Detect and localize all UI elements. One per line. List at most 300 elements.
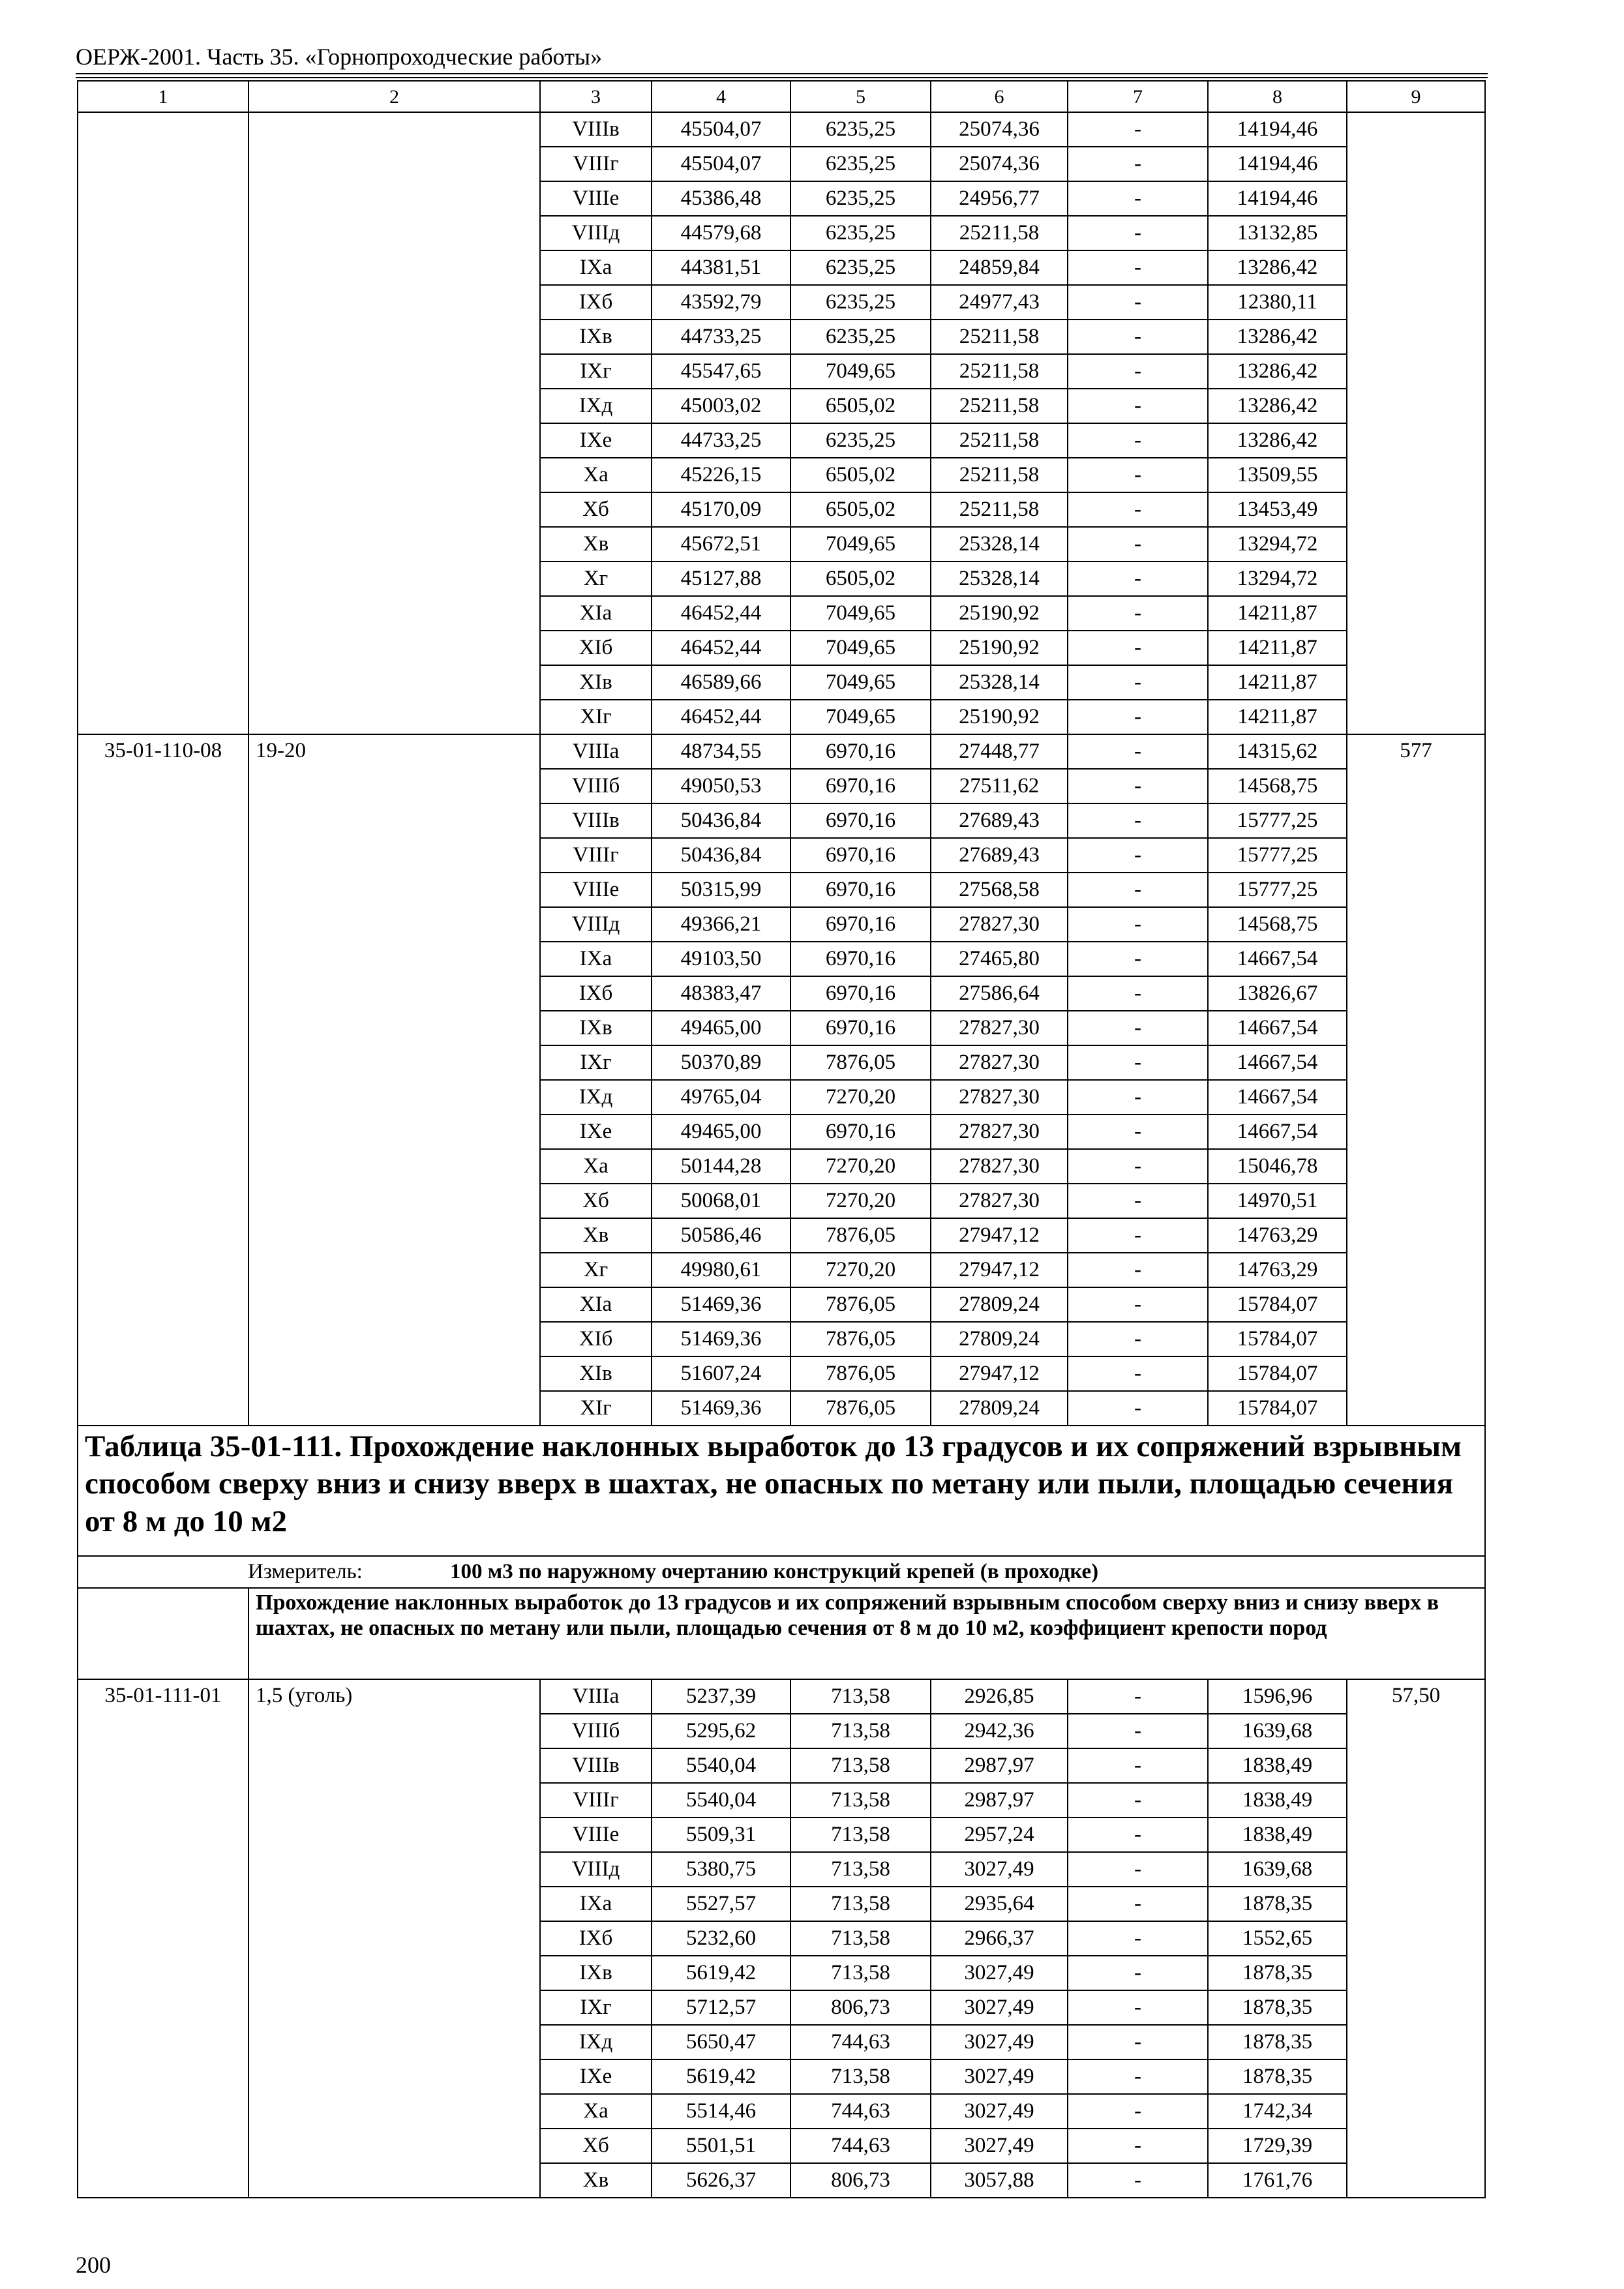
table-cell: XIв	[540, 665, 652, 700]
table-cell: -	[1068, 527, 1208, 561]
table-cell: 5619,42	[652, 1956, 790, 1990]
table-cell: 25328,14	[931, 527, 1068, 561]
table-cell: 27689,43	[931, 803, 1068, 838]
table-cell: 1639,68	[1208, 1852, 1347, 1887]
table-cell: 25211,58	[931, 216, 1068, 250]
table-cell: -	[1068, 354, 1208, 389]
table-cell: 713,58	[790, 1956, 931, 1990]
table-body-upper	[78, 81, 1485, 1426]
table-cell: 5540,04	[652, 1783, 790, 1818]
table-cell: 24956,77	[931, 181, 1068, 216]
table-cell: 6235,25	[790, 181, 931, 216]
table-cell: 14667,54	[1208, 1011, 1347, 1045]
column-number: 3	[540, 81, 652, 112]
table-cell: -	[1068, 1748, 1208, 1783]
table-cell: 1742,34	[1208, 2094, 1347, 2129]
table-cell: 14970,51	[1208, 1184, 1347, 1218]
code-cell: 35-01-110-08	[78, 734, 248, 1426]
table-cell: 50144,28	[652, 1149, 790, 1184]
table-cell: -	[1068, 1356, 1208, 1391]
table-cell: 46589,66	[652, 665, 790, 700]
unit-value: 100 м3 по наружному очертанию конструкций крепей (в проходке)	[450, 1560, 1099, 1584]
table-cell: -	[1068, 285, 1208, 320]
table-cell: IXв	[540, 1956, 652, 1990]
table-cell: 5619,42	[652, 2059, 790, 2094]
table-cell: 25211,58	[931, 320, 1068, 354]
table-cell: Xг	[540, 1253, 652, 1287]
table-cell: 45226,15	[652, 458, 790, 492]
table-cell: 24977,43	[931, 285, 1068, 320]
table-cell: 7270,20	[790, 1080, 931, 1115]
table-cell: 13286,42	[1208, 389, 1347, 423]
empty-cell	[78, 1588, 248, 1679]
table-cell: -	[1068, 942, 1208, 976]
table-cell: 3027,49	[931, 2025, 1068, 2059]
header-rule	[76, 73, 1488, 74]
table-cell: 7876,05	[790, 1287, 931, 1322]
table-cell: 45547,65	[652, 354, 790, 389]
table-cell: 27511,62	[931, 769, 1068, 803]
column-number: 8	[1208, 81, 1347, 112]
table-cell: 5509,31	[652, 1818, 790, 1852]
table-cell: 14667,54	[1208, 942, 1347, 976]
table-cell: -	[1068, 216, 1208, 250]
table-cell: -	[1068, 250, 1208, 285]
table-cell: 44733,25	[652, 320, 790, 354]
table-cell: 25211,58	[931, 423, 1068, 458]
table-cell: -	[1068, 596, 1208, 631]
table-cell: 46452,44	[652, 596, 790, 631]
table-cell: 6970,16	[790, 1115, 931, 1149]
table-cell: 1729,39	[1208, 2129, 1347, 2163]
table-cell: 3027,49	[931, 1956, 1068, 1990]
table-cell: -	[1068, 907, 1208, 942]
table-cell: 27827,30	[931, 1115, 1068, 1149]
table-cell: 14211,87	[1208, 596, 1347, 631]
table-cell: 6970,16	[790, 873, 931, 907]
table-cell: 713,58	[790, 1783, 931, 1818]
table-cell: 27827,30	[931, 1184, 1068, 1218]
table-cell: 50315,99	[652, 873, 790, 907]
table-cell: Xв	[540, 2163, 652, 2198]
table-cell: 2987,97	[931, 1783, 1068, 1818]
table-cell: 713,58	[790, 1921, 931, 1956]
column-number: 6	[931, 81, 1068, 112]
table-cell: 49050,53	[652, 769, 790, 803]
table-cell: 51469,36	[652, 1322, 790, 1356]
table-cell: -	[1068, 665, 1208, 700]
table-cell: 6235,25	[790, 423, 931, 458]
table-cell: 45672,51	[652, 527, 790, 561]
table-cell: 2926,85	[931, 1679, 1068, 1714]
table-cell: IXв	[540, 320, 652, 354]
table-cell: 14667,54	[1208, 1115, 1347, 1149]
unit-row	[78, 1556, 1485, 1588]
table-cell: 5650,47	[652, 2025, 790, 2059]
table-cell: 6970,16	[790, 907, 931, 942]
header-rule-secondary	[76, 77, 1488, 78]
table-cell: 7049,65	[790, 596, 931, 631]
table-cell: 5380,75	[652, 1852, 790, 1887]
table-cell: 25074,36	[931, 147, 1068, 181]
table-cell: 44733,25	[652, 423, 790, 458]
table-cell: IXе	[540, 1115, 652, 1149]
table-cell: -	[1068, 734, 1208, 769]
table-cell: 7270,20	[790, 1149, 931, 1184]
table-cell: 49465,00	[652, 1115, 790, 1149]
table-cell: 49465,00	[652, 1011, 790, 1045]
table-cell: 13286,42	[1208, 423, 1347, 458]
rates-table	[77, 80, 1486, 2198]
table-cell: -	[1068, 2059, 1208, 2094]
table-cell: IXб	[540, 1921, 652, 1956]
page-header: ОЕРЖ-2001. Часть 35. «Горнопроходческие работы»	[76, 44, 603, 70]
section-description-row	[78, 1588, 1485, 1679]
table-cell: 744,63	[790, 2094, 931, 2129]
table-cell: VIIIе	[540, 181, 652, 216]
table-cell: 6235,25	[790, 250, 931, 285]
table-cell: -	[1068, 838, 1208, 873]
table-cell: -	[1068, 1115, 1208, 1149]
table-cell: 50370,89	[652, 1045, 790, 1080]
desc-cell: 19-20	[248, 734, 540, 1426]
table-cell: 7876,05	[790, 1218, 931, 1253]
table-cell: 14211,87	[1208, 700, 1347, 734]
table-cell: 51607,24	[652, 1356, 790, 1391]
table-cell: 13286,42	[1208, 250, 1347, 285]
table-cell: VIIIг	[540, 147, 652, 181]
table-cell: 1761,76	[1208, 2163, 1347, 2198]
table-cell: 6505,02	[790, 389, 931, 423]
table-cell: 45504,07	[652, 147, 790, 181]
table-cell: XIг	[540, 700, 652, 734]
table-cell: VIIIв	[540, 112, 652, 147]
table-cell: 50436,84	[652, 803, 790, 838]
table-cell: -	[1068, 1852, 1208, 1887]
table-cell: -	[1068, 1253, 1208, 1287]
table-cell: 7876,05	[790, 1356, 931, 1391]
table-cell: 7270,20	[790, 1253, 931, 1287]
table-cell: -	[1068, 1714, 1208, 1748]
table-cell: 806,73	[790, 1990, 931, 2025]
table-caption-row	[78, 1426, 1485, 1556]
table-cell: 14568,75	[1208, 769, 1347, 803]
table-cell: IXб	[540, 285, 652, 320]
table-cell: Xв	[540, 1218, 652, 1253]
table-cell: 27827,30	[931, 1080, 1068, 1115]
table-cell: -	[1068, 769, 1208, 803]
table-cell: 15777,25	[1208, 838, 1347, 873]
table-cell: 1552,65	[1208, 1921, 1347, 1956]
table-cell: 6505,02	[790, 561, 931, 596]
table-row	[78, 1679, 1485, 1714]
table-cell: IXв	[540, 1011, 652, 1045]
table-cell: 14194,46	[1208, 112, 1347, 147]
table-caption-block	[78, 1426, 1485, 1679]
table-cell: 6235,25	[790, 216, 931, 250]
table-cell: 5527,57	[652, 1887, 790, 1921]
table-cell: -	[1068, 976, 1208, 1011]
table-cell: 6970,16	[790, 976, 931, 1011]
table-cell: 2942,36	[931, 1714, 1068, 1748]
column-number: 7	[1068, 81, 1208, 112]
table-cell: 25211,58	[931, 492, 1068, 527]
table-cell: IXд	[540, 1080, 652, 1115]
column-number: 9	[1347, 81, 1485, 112]
table-cell: 5237,39	[652, 1679, 790, 1714]
table-cell: -	[1068, 2025, 1208, 2059]
table-cell: -	[1068, 1080, 1208, 1115]
table-cell: Xа	[540, 2094, 652, 2129]
table-cell: 7049,65	[790, 665, 931, 700]
table-cell: 14194,46	[1208, 147, 1347, 181]
table-cell: 46452,44	[652, 700, 790, 734]
table-cell: 14763,29	[1208, 1253, 1347, 1287]
table-cell: 6970,16	[790, 1011, 931, 1045]
table-cell: 6505,02	[790, 458, 931, 492]
table-cell: 5501,51	[652, 2129, 790, 2163]
table-cell: 3027,49	[931, 1852, 1068, 1887]
table-cell: 14211,87	[1208, 665, 1347, 700]
table-cell: 13286,42	[1208, 354, 1347, 389]
table-cell: 6970,16	[790, 838, 931, 873]
table-cell: -	[1068, 1218, 1208, 1253]
table-cell: IXа	[540, 250, 652, 285]
table-caption: Таблица 35-01-111. Прохождение наклонных выработок до 13 градусов и их сопряжений взрывным способом сверху вниз и снизу вверх в шахтах, не опасных по метану или пыли, площадью сечения от 8 м до 10 м2	[78, 1426, 1485, 1556]
table-cell: IXб	[540, 976, 652, 1011]
table-cell: 24859,84	[931, 250, 1068, 285]
table-cell: -	[1068, 1818, 1208, 1852]
table-cell: 713,58	[790, 1852, 931, 1887]
table-cell: 7270,20	[790, 1184, 931, 1218]
col9-cell: 577	[1347, 734, 1485, 1426]
table-cell: -	[1068, 2163, 1208, 2198]
table-cell: IXе	[540, 423, 652, 458]
column-number: 1	[78, 81, 248, 112]
col9-cell	[1347, 112, 1485, 734]
table-cell: Xб	[540, 492, 652, 527]
table-cell: VIIIа	[540, 1679, 652, 1714]
table-cell: 2987,97	[931, 1748, 1068, 1783]
table-cell: 1838,49	[1208, 1818, 1347, 1852]
table-cell: 7876,05	[790, 1391, 931, 1426]
table-cell: 14763,29	[1208, 1218, 1347, 1253]
table-cell: -	[1068, 1322, 1208, 1356]
table-cell: 49980,61	[652, 1253, 790, 1287]
table-cell: 25328,14	[931, 665, 1068, 700]
table-cell: 5540,04	[652, 1748, 790, 1783]
table-cell: 25074,36	[931, 112, 1068, 147]
table-cell: 49366,21	[652, 907, 790, 942]
table-cell: -	[1068, 1921, 1208, 1956]
table-cell: 25211,58	[931, 354, 1068, 389]
table-cell: 25190,92	[931, 700, 1068, 734]
table-cell: VIIIб	[540, 1714, 652, 1748]
table-cell: 27689,43	[931, 838, 1068, 873]
table-cell: -	[1068, 1783, 1208, 1818]
table-cell: IXг	[540, 1045, 652, 1080]
table-cell: XIб	[540, 1322, 652, 1356]
table-cell: 14315,62	[1208, 734, 1347, 769]
table-cell: 48383,47	[652, 976, 790, 1011]
unit-cell	[78, 1556, 1485, 1588]
table-cell: VIIIе	[540, 1818, 652, 1852]
table-cell: 27809,24	[931, 1287, 1068, 1322]
table-cell: -	[1068, 320, 1208, 354]
table-cell: 14211,87	[1208, 631, 1347, 665]
table-cell: 48734,55	[652, 734, 790, 769]
table-cell: 27809,24	[931, 1391, 1068, 1426]
table-cell: 1596,96	[1208, 1679, 1347, 1714]
table-cell: VIIIд	[540, 1852, 652, 1887]
table-cell: 3027,49	[931, 2129, 1068, 2163]
table-cell: 6235,25	[790, 285, 931, 320]
table-cell: IXг	[540, 1990, 652, 2025]
table-cell: 27947,12	[931, 1356, 1068, 1391]
table-cell: 46452,44	[652, 631, 790, 665]
table-cell: 13294,72	[1208, 527, 1347, 561]
table-cell: 27827,30	[931, 907, 1068, 942]
table-cell: VIIIв	[540, 1748, 652, 1783]
table-cell: IXд	[540, 389, 652, 423]
table-cell: -	[1068, 423, 1208, 458]
table-cell: 27448,77	[931, 734, 1068, 769]
table-cell: -	[1068, 1184, 1208, 1218]
table-cell: 14568,75	[1208, 907, 1347, 942]
table-cell: 44381,51	[652, 250, 790, 285]
table-cell: 3027,49	[931, 2059, 1068, 2094]
table-cell: 51469,36	[652, 1391, 790, 1426]
table-cell: XIб	[540, 631, 652, 665]
table-cell: 1639,68	[1208, 1714, 1347, 1748]
table-cell: 27465,80	[931, 942, 1068, 976]
table-cell: 13294,72	[1208, 561, 1347, 596]
table-cell: 713,58	[790, 1887, 931, 1921]
table-cell: 45170,09	[652, 492, 790, 527]
table-row	[78, 112, 1485, 147]
table-cell: VIIIд	[540, 907, 652, 942]
table-cell: 15046,78	[1208, 1149, 1347, 1184]
table-cell: 15784,07	[1208, 1356, 1347, 1391]
table-cell: 6970,16	[790, 734, 931, 769]
table-cell: 5626,37	[652, 2163, 790, 2198]
table-cell: 27568,58	[931, 873, 1068, 907]
table-cell: 713,58	[790, 1818, 931, 1852]
table-cell: 6235,25	[790, 112, 931, 147]
table-cell: 744,63	[790, 2129, 931, 2163]
table-cell: 13826,67	[1208, 976, 1347, 1011]
table-cell: IXа	[540, 1887, 652, 1921]
table-cell: 1878,35	[1208, 2025, 1347, 2059]
table-cell: 6505,02	[790, 492, 931, 527]
table-cell: 25190,92	[931, 631, 1068, 665]
table-cell: 49765,04	[652, 1080, 790, 1115]
table-cell: 27827,30	[931, 1149, 1068, 1184]
table-cell: -	[1068, 492, 1208, 527]
desc-cell: 1,5 (уголь)	[248, 1679, 540, 2198]
table-cell: -	[1068, 1956, 1208, 1990]
code-cell: 35-01-111-01	[78, 1679, 248, 2198]
table-cell: 15784,07	[1208, 1322, 1347, 1356]
table-cell: 50436,84	[652, 838, 790, 873]
table-cell: 1878,35	[1208, 1990, 1347, 2025]
table-cell: 27947,12	[931, 1253, 1068, 1287]
table-cell: 25211,58	[931, 458, 1068, 492]
table-cell: 13132,85	[1208, 216, 1347, 250]
table-cell: -	[1068, 2129, 1208, 2163]
table-cell: 13453,49	[1208, 492, 1347, 527]
table-cell: 25328,14	[931, 561, 1068, 596]
table-cell: -	[1068, 2094, 1208, 2129]
column-number-row	[78, 81, 1485, 112]
table-cell: 806,73	[790, 2163, 931, 2198]
table-cell: 45003,02	[652, 389, 790, 423]
table-cell: 7049,65	[790, 700, 931, 734]
table-cell: 6970,16	[790, 803, 931, 838]
page-number: 200	[76, 2252, 111, 2278]
table-cell: 2957,24	[931, 1818, 1068, 1852]
column-number: 4	[652, 81, 790, 112]
table-cell: 7049,65	[790, 354, 931, 389]
table-cell: VIIIв	[540, 803, 652, 838]
table-cell: 6235,25	[790, 147, 931, 181]
table-cell: -	[1068, 112, 1208, 147]
table-cell: XIа	[540, 1287, 652, 1322]
table-cell: 43592,79	[652, 285, 790, 320]
unit-label: Измеритель:	[248, 1560, 363, 1584]
table-cell: 50586,46	[652, 1218, 790, 1253]
table-cell: 13286,42	[1208, 320, 1347, 354]
table-row	[78, 734, 1485, 769]
column-number: 5	[790, 81, 931, 112]
table-cell: 7876,05	[790, 1322, 931, 1356]
table-cell: 25190,92	[931, 596, 1068, 631]
table-cell: 1838,49	[1208, 1783, 1347, 1818]
table-cell: 6970,16	[790, 769, 931, 803]
table-cell: 1878,35	[1208, 1956, 1347, 1990]
table-cell: 27586,64	[931, 976, 1068, 1011]
table-cell: -	[1068, 181, 1208, 216]
table-cell: -	[1068, 389, 1208, 423]
table-cell: 1878,35	[1208, 2059, 1347, 2094]
table-cell: -	[1068, 1045, 1208, 1080]
table-cell: Xг	[540, 561, 652, 596]
table-cell: -	[1068, 1149, 1208, 1184]
table-cell: VIIIг	[540, 838, 652, 873]
table-cell: -	[1068, 561, 1208, 596]
table-cell: VIIIа	[540, 734, 652, 769]
table-cell: 3057,88	[931, 2163, 1068, 2198]
table-cell: 5295,62	[652, 1714, 790, 1748]
table-cell: 713,58	[790, 1679, 931, 1714]
table-cell: VIIIг	[540, 1783, 652, 1818]
col9-cell: 57,50	[1347, 1679, 1485, 2198]
table-cell: 713,58	[790, 2059, 931, 2094]
table-cell: -	[1068, 873, 1208, 907]
table-cell: 713,58	[790, 1748, 931, 1783]
table-cell: 5514,46	[652, 2094, 790, 2129]
table-cell: IXе	[540, 2059, 652, 2094]
table-cell: 27827,30	[931, 1011, 1068, 1045]
table-cell: 15784,07	[1208, 1287, 1347, 1322]
table-cell: -	[1068, 803, 1208, 838]
section-description: Прохождение наклонных выработок до 13 градусов и их сопряжений взрывным способом сверху вниз и снизу вверх в шахтах, не опасных по метану или пыли, площадью сечения от 8 м до 10 м2, коэффициент крепости пород	[248, 1588, 1485, 1679]
table-cell: -	[1068, 1287, 1208, 1322]
table-cell: XIв	[540, 1356, 652, 1391]
table-cell: Xв	[540, 527, 652, 561]
table-cell: 15784,07	[1208, 1391, 1347, 1426]
table-cell: 50068,01	[652, 1184, 790, 1218]
